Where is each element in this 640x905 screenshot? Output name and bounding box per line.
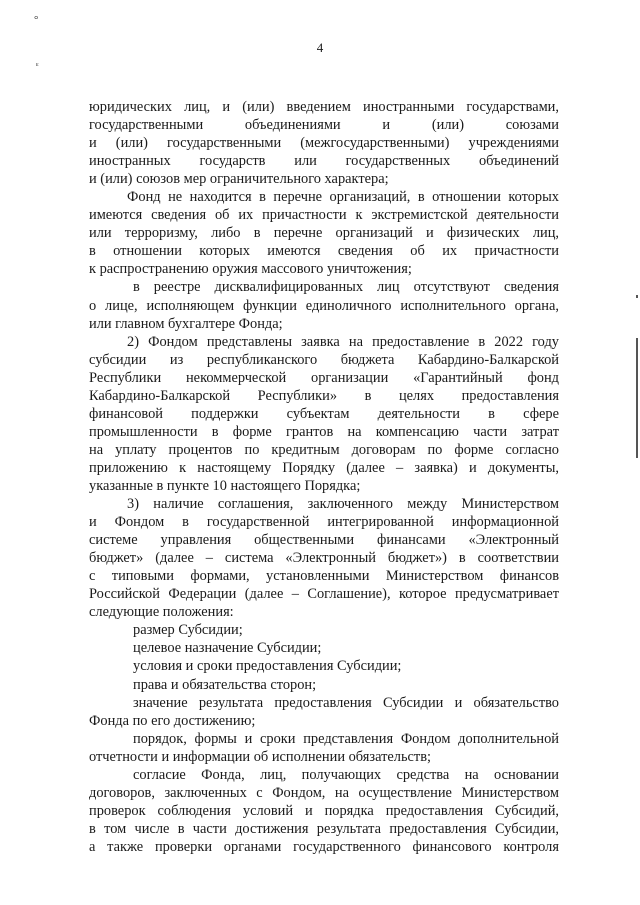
text-line: условия и сроки предоставления Субсидии; <box>133 658 402 675</box>
scan-edge-artifact <box>636 295 638 298</box>
text-line: порядок, формы и сроки представления Фондом дополнительной <box>133 730 559 747</box>
text-line: субсидии из республиканского бюджета Кабардино-Балкарской <box>89 351 559 368</box>
text-line: к распространению оружия массового уничтожения; <box>89 261 412 278</box>
text-line: договоров, заключенных с Фондом, на осуществление Министерством <box>89 784 559 801</box>
text-line: 3) наличие соглашения, заключенного между Министерством <box>127 496 559 513</box>
text-line: в отношении которых имеются сведения об их причастности <box>89 243 559 260</box>
text-line: 2) Фондом представлены заявка на предоставление в 2022 году <box>127 333 559 350</box>
text-line: о лице, исполняющем функции единоличного исполнительного органа, <box>89 297 559 314</box>
text-line: в том числе в части достижения результата предоставления Субсидии, <box>89 820 559 837</box>
text-line: системе управления общественными финансами «Электронный <box>89 532 559 549</box>
text-line: Российской Федерации (далее – Соглашение), которое предусматривает <box>89 586 559 603</box>
text-line: значение результата предоставления Субсидии и обязательство <box>133 694 559 711</box>
text-line: а также проверки органами государственного финансового контроля <box>89 838 559 855</box>
text-line: согласие Фонда, лиц, получающих средства на основании <box>133 766 559 783</box>
text-line: бюджет» (далее – система «Электронный бюджет») в соответствии <box>89 550 559 567</box>
text-line: приложению к настоящему Порядку (далее – заявка) и документы, <box>89 459 559 476</box>
text-line: юридических лиц, и (или) введением иностранными государствами, <box>89 99 559 115</box>
text-line: и (или) союзов мер ограничительного характера; <box>89 171 389 188</box>
text-line: в реестре дисквалифицированных лиц отсутствуют сведения <box>133 279 559 296</box>
text-line: права и обязательства сторон; <box>133 676 317 693</box>
text-line: размер Субсидии; <box>133 622 243 639</box>
text-line: или главном бухгалтере Фонда; <box>89 315 283 332</box>
text-line: государственными объединениями и (или) союзами <box>89 117 559 134</box>
text-line: Фонд не находится в перечне организаций, в отношении которых <box>127 189 559 206</box>
text-line: следующие положения: <box>89 604 234 621</box>
text-line: и Фондом в государственной интегрированной информационной <box>89 514 559 531</box>
page-number: 4 <box>316 40 324 55</box>
text-line: Кабардино-Балкарской Республики» в целях предоставления <box>89 387 559 404</box>
text-line: указанные в пункте 10 настоящего Порядка; <box>89 477 361 494</box>
text-line: целевое назначение Субсидии; <box>133 640 322 657</box>
text-line: или терроризму, либо в перечне организаций и физических лиц, <box>89 225 559 242</box>
scan-edge-artifact <box>636 410 638 458</box>
text-line: с типовыми формами, установленными Министерством финансов <box>89 568 559 585</box>
text-line: и (или) государственными (межгосударственными) учреждениями <box>89 135 559 152</box>
text-line: Республики некоммерческой организации «Гарантийный фонд <box>89 369 559 386</box>
scan-mark: ° <box>34 14 39 26</box>
text-line: на уплату процентов по кредитным договорам по форме согласно <box>89 441 559 458</box>
scan-mark: ᵋ <box>36 60 39 72</box>
text-line: имеются сведения об их причастности к экстремистской деятельности <box>89 207 559 224</box>
document-body <box>89 98 559 856</box>
text-line: отчетности и информации об исполнении обязательств; <box>89 748 431 765</box>
text-line: промышленности в форме грантов на компенсацию части затрат <box>89 423 559 440</box>
text-line: иностранных государств или государственных объединений <box>89 153 559 170</box>
text-line: проверок соблюдения условий и порядка предоставления Субсидий, <box>89 802 559 819</box>
text-line: Фонда по его достижению; <box>89 712 256 729</box>
text-line: финансовой поддержки субъектам деятельности в сфере <box>89 405 559 422</box>
